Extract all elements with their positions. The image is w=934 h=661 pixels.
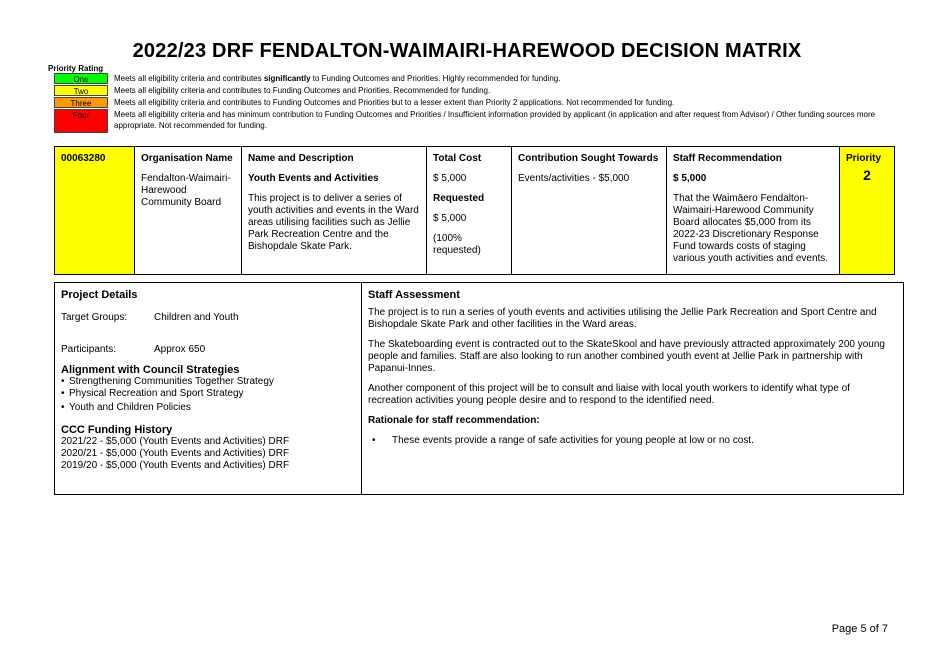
target-groups-label: Target Groups: <box>61 312 128 323</box>
requested-heading: Requested <box>433 193 485 204</box>
rationale-bullet: • These events provide a range of safe activities for young people at low or no cost. <box>372 435 897 447</box>
assessment-paragraph: The project is to run a series of youth events and activities utilising the Jellie Park Recreation and Sport Centre and Bishopdale Skate Park and other facilities in the Ward areas. <box>368 307 877 330</box>
contribution-cell <box>512 147 667 275</box>
application-id-cell <box>55 147 135 275</box>
list-item: 2021/22 - $5,000 (Youth Events and Activities) DRF <box>61 436 290 447</box>
project-details-heading: Project Details <box>61 289 138 301</box>
total-cost-value: $ 5,000 <box>433 173 467 184</box>
organisation-cell <box>135 147 242 275</box>
page-title: 2022/23 DRF FENDALTON-WAIMAIRI-HAREWOOD DECISION MATRIX <box>132 40 802 62</box>
application-id: 00063280 <box>61 153 106 164</box>
contribution-heading: Contribution Sought Towards <box>518 153 659 164</box>
participants-label: Participants: <box>61 344 117 355</box>
priority-legend <box>54 73 884 134</box>
requested-amount: $ 5,000 <box>433 213 467 224</box>
priority-heading: Priority <box>846 153 882 164</box>
organisation-name: Fendalton-Waimairi-Harewood Community Board <box>141 173 231 208</box>
target-groups-row <box>61 312 355 324</box>
legend-desc-two: Meets all eligibility criteria and contributes to Funding Outcomes and Priorities. Recommended for funding. <box>114 86 491 95</box>
funding-history-list <box>61 436 355 472</box>
list-item: 2020/21 - $5,000 (Youth Events and Activities) DRF <box>61 448 290 459</box>
recommendation-text: That the Waimāero Fendalton-Waimairi-Harewood Community Board allocates $5,000 from its 2022-23 Discretionary Response Fund towards costs of staging various youth activities and events. <box>673 193 829 264</box>
strategies-list <box>61 376 355 414</box>
legend-row-one <box>54 73 884 84</box>
legend-swatch-two: Two <box>54 85 108 96</box>
recommendation-cell <box>667 147 840 275</box>
page-number: Page 5 of 7 <box>831 623 888 635</box>
list-item: • Youth and Children Policies <box>61 402 355 414</box>
total-cost-cell <box>427 147 512 275</box>
legend-row-four <box>54 109 884 133</box>
organisation-heading: Organisation Name <box>141 153 233 164</box>
total-cost-heading: Total Cost <box>433 153 482 164</box>
project-name: Youth Events and Activities <box>248 173 379 184</box>
funding-history-heading: CCC Funding History <box>61 424 173 436</box>
staff-assessment-heading: Staff Assessment <box>368 289 460 301</box>
project-details-panel <box>55 283 362 494</box>
name-description-heading: Name and Description <box>248 153 354 164</box>
rationale-heading: Rationale for staff recommendation: <box>368 415 540 426</box>
legend-swatch-three: Three <box>54 97 108 108</box>
participants-value: Approx 650 <box>154 344 206 355</box>
alignment-heading: Alignment with Council Strategies <box>61 364 240 376</box>
target-groups-value: Children and Youth <box>154 312 239 323</box>
participants-row <box>61 344 355 356</box>
requested-percent: (100% requested) <box>433 233 481 256</box>
assessment-paragraph: The Skateboarding event is contracted out to the SkateSkool and have previously attracted approximately 200 young people and families. Staff are also looking to run another combined youth event at Jellie Park in partnership with Papanui-Innes. <box>368 339 885 374</box>
list-item: 2019/20 - $5,000 (Youth Events and Activities) DRF <box>61 460 290 471</box>
name-description-cell <box>242 147 427 275</box>
priority-cell <box>840 147 895 275</box>
list-item: • Physical Recreation and Sport Strategy <box>61 388 355 400</box>
recommendation-heading: Staff Recommendation <box>673 153 782 164</box>
details-box <box>54 282 904 495</box>
legend-desc-four: Meets all eligibility criteria and has minimum contribution to Funding Outcomes and Priorities / Insufficient information provided by applicant (in application and after request from Advisor) / Other funding sources more appropriate. Not recommended for funding. <box>114 110 876 130</box>
staff-assessment-panel <box>362 283 903 494</box>
application-table <box>54 146 895 275</box>
legend-desc-one: Meets all eligibility criteria and contributes significantly to Funding Outcomes and Priorities. Highly recommended for funding. <box>114 74 561 83</box>
legend-row-three <box>54 97 884 108</box>
legend-swatch-one: One <box>54 73 108 84</box>
priority-legend-heading: Priority Rating <box>48 64 104 73</box>
legend-swatch-four: Four <box>54 109 108 133</box>
legend-row-two <box>54 85 884 96</box>
list-item: • Strengthening Communities Together Strategy <box>61 376 355 388</box>
legend-desc-three: Meets all eligibility criteria and contributes to Funding Outcomes and Priorities but to a lesser extent than Priority 2 applications. Not recommended for funding. <box>114 98 675 107</box>
assessment-paragraph: Another component of this project will be to consult and liaise with local youth workers to identify what type of recreation activities young people desire and to respond to the identified need. <box>368 383 850 406</box>
recommendation-amount: $ 5,000 <box>673 173 707 184</box>
contribution-value: Events/activities - $5,000 <box>518 173 630 184</box>
project-description: This project is to deliver a series of youth activities and events in the Ward areas utilising facilities such as Jellie Park Recreation Centre and the Bishopdale Skate Park. <box>248 193 419 252</box>
priority-value: 2 <box>863 167 871 183</box>
